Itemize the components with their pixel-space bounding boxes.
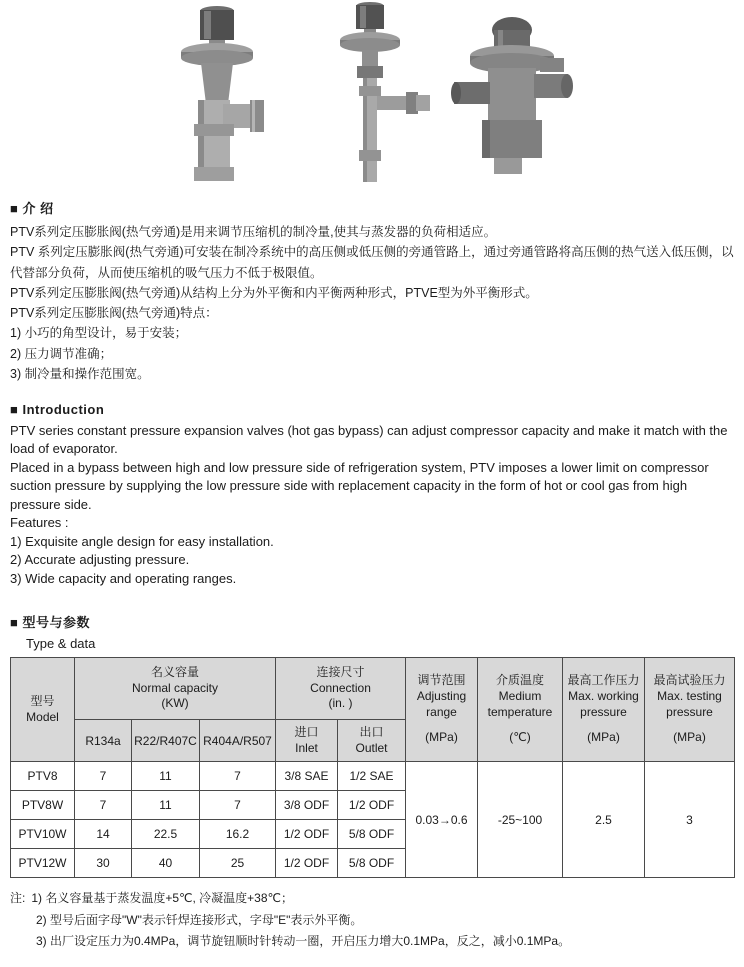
product-images-row: [10, 0, 734, 188]
header-r22-r407c: R22/R407C: [132, 720, 200, 762]
header-max-working-pressure-en: Max. working pressure: [568, 688, 639, 719]
cell-r22-r407c: 11: [132, 791, 200, 820]
intro-cn-paragraph: PTV系列定压膨胀阀(热气旁通)从结构上分为外平衡和内平衡两种形式，PTVE型为外平衡形式。: [10, 285, 538, 300]
header-outlet-cn: 出口: [359, 724, 384, 739]
cell-model: PTV8W: [11, 791, 75, 820]
notes-section: [10, 888, 734, 953]
cell-outlet: 5/8 ODF: [338, 820, 406, 849]
intro-en-heading: ■ Introduction: [10, 402, 105, 417]
intro-cn-section: [10, 198, 734, 384]
cell-model: PTV8: [11, 762, 75, 791]
cell-inlet: 1/2 ODF: [276, 849, 338, 878]
intro-cn-feature: 1) 小巧的角型设计，易于安装；: [10, 326, 188, 341]
cell-model: PTV10W: [11, 820, 75, 849]
header-medium-temperature: [478, 658, 563, 762]
header-r404a-r507: R404A/R507: [200, 720, 276, 762]
cell-outlet: 5/8 ODF: [338, 849, 406, 878]
intro-cn-feature: 3) 制冷量和操作范围宽。: [10, 366, 150, 381]
intro-en-paragraph: Placed in a bypass between high and low pressure side of refrigeration system, PTV imposes a lower limit on compressor suction pressure by supplying the low pressure side with replacement capacity in the form of hot or cool gas from high pressure side.: [10, 459, 709, 512]
note-item: 2) 型号后面字母"W"表示钎焊连接形式，字母"E"表示外平衡。: [36, 912, 363, 927]
header-max-testing-pressure-en: Max. testing pressure: [657, 688, 722, 719]
cell-max-working-pressure: 2.5: [563, 762, 645, 878]
note-item: 3) 出厂设定压力为0.4MPa，调节旋钮顺时针转动一圈，开启压力增大0.1MPa，反之，减小0.1MPa。: [36, 934, 571, 949]
header-connection-cn: 连接尺寸: [316, 665, 365, 680]
cell-r22-r407c: 40: [132, 849, 200, 878]
header-max-testing-pressure-cn: 最高试验压力: [653, 673, 726, 688]
cell-inlet: 1/2 ODF: [276, 820, 338, 849]
cell-model: PTV12W: [11, 849, 75, 878]
header-max-testing-pressure-unit: (MPa): [673, 730, 706, 745]
cell-inlet: 3/8 SAE: [276, 762, 338, 791]
product-image-straight-valve: [320, 0, 435, 187]
product-image-pilot-valve: [448, 14, 576, 181]
spec-table: [10, 657, 735, 878]
header-capacity-group: [75, 658, 276, 720]
straight-valve-illustration: [320, 0, 435, 182]
header-adjusting-range-unit: (MPa): [425, 730, 458, 745]
header-capacity-cn: 名义容量: [151, 665, 200, 680]
header-outlet: [338, 720, 406, 762]
intro-cn-paragraph: PTV系列定压膨胀阀(热气旁通)特点：: [10, 306, 218, 320]
type-data-heading-en: Type & data: [26, 636, 96, 652]
intro-en-feature: 1) Exquisite angle design for easy installation.: [10, 533, 274, 549]
cell-r134a: 30: [75, 849, 132, 878]
header-outlet-en: Outlet: [355, 740, 388, 755]
cell-r404a-r507: 16.2: [200, 820, 276, 849]
cell-r134a: 14: [75, 820, 132, 849]
cell-r404a-r507: 25: [200, 849, 276, 878]
note-line: [10, 910, 734, 932]
cell-outlet: 1/2 ODF: [338, 791, 406, 820]
cell-adjusting-range: 0.03→0.6: [406, 762, 478, 878]
header-max-working-pressure-cn: 最高工作压力: [567, 673, 640, 688]
cell-medium-temperature: -25~100: [478, 762, 563, 878]
product-image-angle-valve: [168, 4, 266, 187]
cell-r22-r407c: 22.5: [132, 820, 200, 849]
header-adjusting-range-cn: 调节范围: [417, 673, 466, 688]
note-line: [10, 931, 734, 953]
header-model-cn: 型号: [30, 693, 55, 708]
cell-max-testing-pressure: 3: [645, 762, 735, 878]
cell-r404a-r507: 7: [200, 791, 276, 820]
cell-outlet: 1/2 SAE: [338, 762, 406, 791]
notes-prefix: 注:: [10, 891, 26, 906]
header-r134a: R134a: [75, 720, 132, 762]
header-medium-temperature-unit: (℃): [509, 730, 531, 745]
intro-cn-heading: ■ 介 绍: [10, 201, 54, 216]
header-max-testing-pressure: [645, 658, 735, 762]
header-medium-temperature-cn: 介质温度: [496, 673, 545, 688]
intro-en-feature: 3) Wide capacity and operating ranges.: [10, 570, 237, 586]
cell-r134a: 7: [75, 762, 132, 791]
header-model-en: Model: [26, 709, 59, 724]
cell-r134a: 7: [75, 791, 132, 820]
header-adjusting-range: [406, 658, 478, 762]
pilot-valve-illustration: [448, 14, 576, 176]
table-row: [11, 762, 735, 791]
header-capacity-unit: (KW): [161, 696, 189, 711]
header-capacity-en: Normal capacity: [131, 680, 219, 695]
intro-cn-feature: 2) 压力调节准确；: [10, 346, 113, 361]
note-line: [10, 888, 734, 910]
cell-r404a-r507: 7: [200, 762, 276, 791]
intro-en-section: [10, 402, 734, 588]
intro-en-paragraph: Features :: [10, 515, 69, 531]
header-max-working-pressure-unit: (MPa): [587, 730, 620, 745]
header-model: [11, 658, 75, 762]
cell-inlet: 3/8 ODF: [276, 791, 338, 820]
header-inlet-en: Inlet: [295, 740, 318, 755]
intro-en-paragraph: PTV series constant pressure expansion valves (hot gas bypass) can adjust compressor capacity and make it match with the load of evaporator.: [10, 423, 728, 457]
header-adjusting-range-en: Adjusting range: [416, 688, 467, 719]
header-inlet-cn: 进口: [294, 724, 319, 739]
header-connection-group: [276, 658, 406, 720]
type-data-section: [10, 612, 734, 878]
header-inlet: [276, 720, 338, 762]
type-data-heading-cn: ■ 型号与参数: [10, 615, 90, 631]
header-max-working-pressure: [563, 658, 645, 762]
cell-r22-r407c: 11: [132, 762, 200, 791]
angle-valve-illustration: [168, 4, 266, 182]
header-connection-en: Connection: [310, 680, 371, 695]
intro-cn-paragraph: PTV 系列定压膨胀阀(热气旁通)可安装在制冷系统中的高压侧或低压侧的旁通管路上，通过旁通管路将高压侧的热气送入低压侧，以代替部分负荷，从而使压缩机的吸气压力不低于极限值。: [10, 245, 734, 280]
header-medium-temperature-en: Medium temperature: [487, 688, 553, 719]
header-connection-unit: (in. ): [328, 696, 353, 711]
intro-cn-paragraph: PTV系列定压膨胀阀(热气旁通)是用来调节压缩机的制冷量,使其与蒸发器的负荷相适应。: [10, 225, 497, 239]
intro-en-feature: 2) Accurate adjusting pressure.: [10, 552, 190, 568]
note-item: 1) 名义容量基于蒸发温度+5℃, 冷凝温度+38℃；: [31, 891, 294, 906]
